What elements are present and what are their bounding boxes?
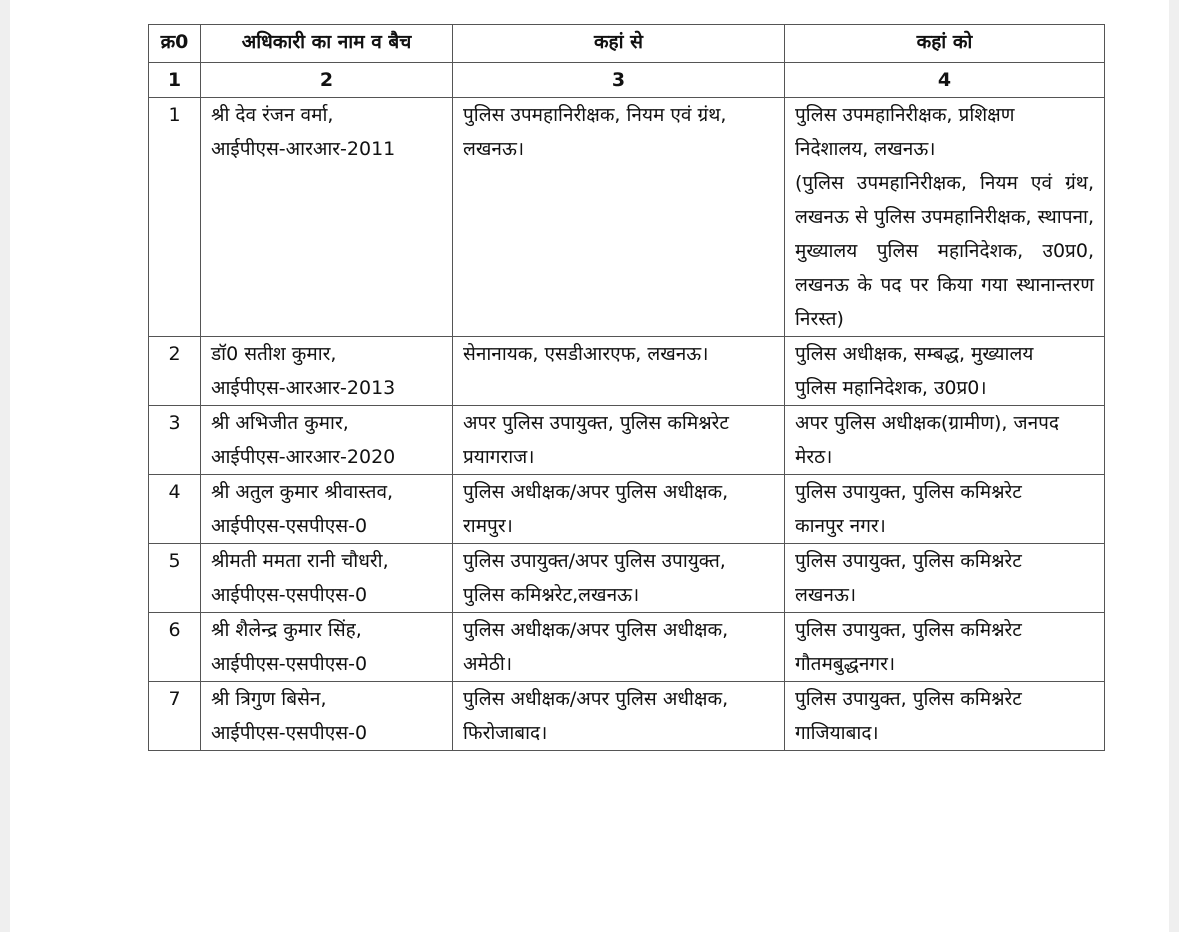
header-from: कहां से [453, 25, 785, 63]
to-line: पुलिस उपायुक्त, पुलिस कमिश्नरेट [795, 688, 1022, 710]
officer-name: श्री शैलेन्द्र कुमार सिंह, [211, 619, 362, 641]
table-row [149, 98, 1105, 337]
header-sno: क्र0 [149, 25, 201, 63]
to-line: पुलिस उपमहानिरीक्षक, प्रशिक्षण [795, 104, 1015, 126]
officer-cell [201, 682, 453, 751]
officer-cell [201, 337, 453, 406]
from-cell [453, 406, 785, 475]
from-line: प्रयागराज। [463, 446, 535, 468]
to-cell [785, 544, 1105, 613]
officer-name: श्री अभिजीत कुमार, [211, 412, 349, 434]
to-cell [785, 475, 1105, 544]
to-cell [785, 682, 1105, 751]
to-line: अपर पुलिस अधीक्षक(ग्रामीण), जनपद [795, 412, 1060, 434]
from-line: पुलिस उपायुक्त/अपर पुलिस उपायुक्त, [463, 550, 726, 572]
column-number: 4 [785, 63, 1105, 98]
table-row [149, 682, 1105, 751]
from-line: पुलिस उपमहानिरीक्षक, नियम एवं ग्रंथ, [463, 104, 727, 126]
from-line: पुलिस अधीक्षक/अपर पुलिस अधीक्षक, [463, 481, 729, 503]
officer-cell [201, 406, 453, 475]
row-sno: 1 [149, 98, 201, 337]
officer-cell [201, 544, 453, 613]
to-line: लखनऊ। [795, 584, 857, 606]
table-row [149, 544, 1105, 613]
officer-name: श्री देव रंजन वर्मा, [211, 104, 334, 126]
officer-batch: आईपीएस-एसपीएस-0 [211, 722, 368, 744]
column-number-row [149, 63, 1105, 98]
row-sno: 7 [149, 682, 201, 751]
cancellation-note: (पुलिस उपमहानिरीक्षक, नियम एवं ग्रंथ, लखनऊ से पुलिस उपमहानिरीक्षक, स्थापना, मुख्यालय पुलिस महानिदेशक, उ0प्र0, लखनऊ के पद पर किया गया स्थानान्तरण निरस्त) [795, 172, 1094, 330]
header-to: कहां को [785, 25, 1105, 63]
row-sno: 3 [149, 406, 201, 475]
from-cell [453, 98, 785, 337]
to-line: गाजियाबाद। [795, 722, 879, 744]
from-line: रामपुर। [463, 515, 513, 537]
header-officer: अधिकारी का नाम व बैच [201, 25, 453, 63]
officer-batch: आईपीएस-एसपीएस-0 [211, 515, 368, 537]
table-row [149, 406, 1105, 475]
from-line: अपर पुलिस उपायुक्त, पुलिस कमिश्नरेट [463, 412, 729, 434]
from-cell [453, 337, 785, 406]
from-line: पुलिस अधीक्षक/अपर पुलिस अधीक्षक, [463, 688, 729, 710]
to-cell [785, 337, 1105, 406]
officer-name: श्री त्रिगुण बिसेन, [211, 688, 327, 710]
transfer-table [148, 24, 1105, 751]
column-number: 3 [453, 63, 785, 98]
to-line: पुलिस अधीक्षक, सम्बद्ध, मुख्यालय [795, 343, 1034, 365]
to-cell [785, 406, 1105, 475]
from-cell [453, 544, 785, 613]
from-line: फिरोजाबाद। [463, 722, 548, 744]
officer-batch: आईपीएस-एसपीएस-0 [211, 653, 368, 675]
to-line: पुलिस उपायुक्त, पुलिस कमिश्नरेट [795, 619, 1022, 641]
officer-batch: आईपीएस-आरआर-2011 [211, 138, 396, 160]
from-cell [453, 682, 785, 751]
column-number: 1 [149, 63, 201, 98]
officer-batch: आईपीएस-आरआर-2013 [211, 377, 396, 399]
to-line: पुलिस उपायुक्त, पुलिस कमिश्नरेट [795, 481, 1022, 503]
from-line: पुलिस अधीक्षक/अपर पुलिस अधीक्षक, [463, 619, 729, 641]
to-line: पुलिस महानिदेशक, उ0प्र0। [795, 377, 987, 399]
table-row [149, 475, 1105, 544]
header-row [149, 25, 1105, 63]
table-row [149, 613, 1105, 682]
to-line: पुलिस उपायुक्त, पुलिस कमिश्नरेट [795, 550, 1022, 572]
table-row [149, 337, 1105, 406]
from-line: सेनानायक, एसडीआरएफ, लखनऊ। [463, 343, 709, 365]
officer-cell [201, 613, 453, 682]
officer-batch: आईपीएस-एसपीएस-0 [211, 584, 368, 606]
from-line: अमेठी। [463, 653, 513, 675]
row-sno: 2 [149, 337, 201, 406]
row-sno: 4 [149, 475, 201, 544]
to-line: कानपुर नगर। [795, 515, 886, 537]
from-cell [453, 613, 785, 682]
to-cell [785, 98, 1105, 337]
to-line: गौतमबुद्धनगर। [795, 653, 896, 675]
officer-cell [201, 98, 453, 337]
officer-name: श्री अतुल कुमार श्रीवास्तव, [211, 481, 394, 503]
from-line: पुलिस कमिश्नरेट,लखनऊ। [463, 584, 640, 606]
document-page [10, 0, 1169, 932]
from-cell [453, 475, 785, 544]
to-line: मेरठ। [795, 446, 833, 468]
officer-cell [201, 475, 453, 544]
to-cell [785, 613, 1105, 682]
to-line: निदेशालय, लखनऊ। [795, 138, 936, 160]
officer-name: श्रीमती ममता रानी चौधरी, [211, 550, 389, 572]
column-number: 2 [201, 63, 453, 98]
row-sno: 6 [149, 613, 201, 682]
row-sno: 5 [149, 544, 201, 613]
from-line: लखनऊ। [463, 138, 525, 160]
officer-name: डॉ0 सतीश कुमार, [211, 343, 337, 365]
officer-batch: आईपीएस-आरआर-2020 [211, 446, 396, 468]
